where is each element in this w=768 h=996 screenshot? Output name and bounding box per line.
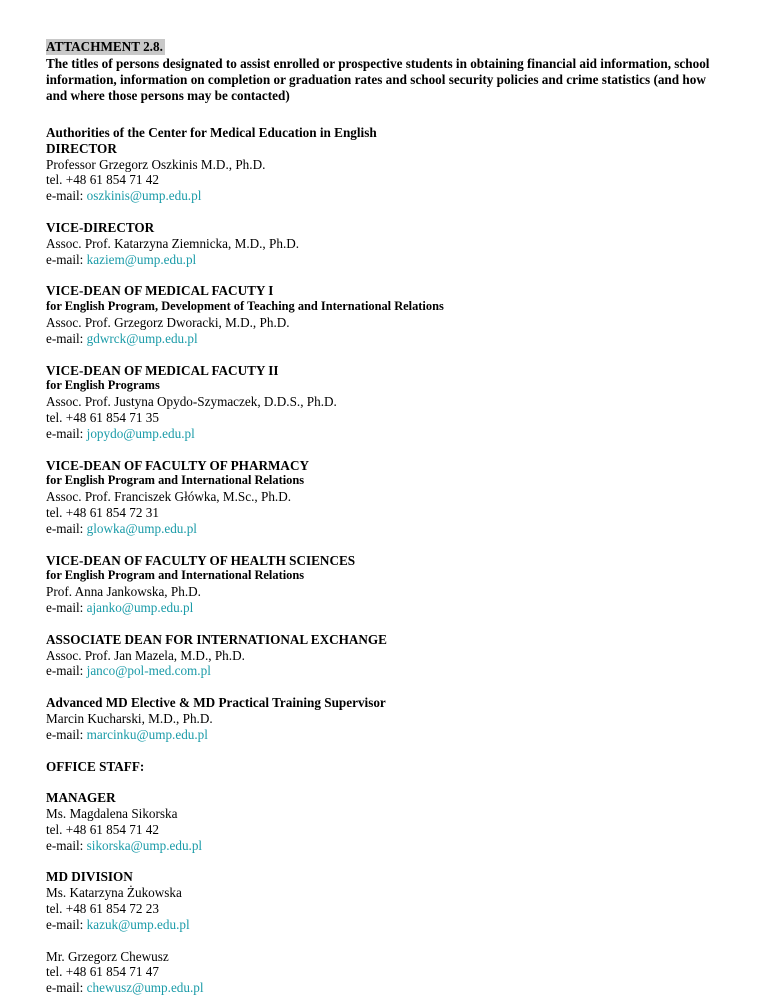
email-line: [46, 727, 722, 743]
contact-block: [46, 458, 722, 537]
email-line: [46, 917, 722, 933]
email-line: [46, 252, 722, 268]
person-name: Assoc. Prof. Jan Mazela, M.D., Ph.D.: [46, 647, 245, 663]
person-name: Mr. Grzegorz Chewusz: [46, 948, 169, 964]
block-heading: VICE-DEAN OF FACULTY OF HEALTH SCIENCES: [46, 552, 356, 568]
email-label: e-mail:: [46, 425, 87, 441]
person-name: Assoc. Prof. Justyna Opydo-Szymaczek, D.D.S., Ph.D.: [46, 394, 337, 410]
block-heading: MD DIVISION: [46, 869, 133, 885]
email-label: e-mail:: [46, 980, 87, 996]
email-link[interactable]: chewusz@ump.edu.pl: [86, 980, 204, 996]
email-line: [46, 188, 722, 204]
contact-block: [46, 553, 722, 616]
email-label: e-mail:: [46, 726, 87, 742]
contact-block: [46, 869, 722, 932]
person-name: Ms. Katarzyna Żukowska: [46, 885, 182, 901]
contact-block: [46, 363, 722, 442]
block-subheading: DIRECTOR: [46, 140, 117, 156]
email-link[interactable]: gdwrck@ump.edu.pl: [86, 330, 198, 346]
person-name: Prof. Anna Jankowska, Ph.D.: [46, 584, 201, 600]
email-link[interactable]: glowka@ump.edu.pl: [86, 520, 197, 536]
email-line: [46, 521, 722, 537]
email-label: e-mail:: [46, 837, 87, 853]
block-role: for English Program and International Relations: [46, 473, 305, 488]
contact-block: [46, 790, 722, 853]
contact-block: [46, 220, 722, 267]
block-heading: VICE-DEAN OF MEDICAL FACUTY II: [46, 362, 279, 378]
attachment-label: ATTACHMENT 2.8.: [46, 39, 163, 54]
block-heading: Authorities of the Center for Medical Education in English: [46, 125, 377, 140]
person-name: Ms. Magdalena Sikorska: [46, 806, 178, 822]
phone-number: tel. +48 61 854 72 31: [46, 504, 159, 520]
block-role: for English Program, Development of Teaching and International Relations: [46, 299, 444, 314]
email-line: [46, 426, 722, 442]
email-label: e-mail:: [46, 599, 87, 615]
email-label: e-mail:: [46, 916, 87, 932]
phone-number: tel. +48 61 854 71 47: [46, 964, 159, 980]
email-link[interactable]: oszkinis@ump.edu.pl: [86, 188, 202, 204]
email-link[interactable]: kazuk@ump.edu.pl: [86, 916, 190, 932]
block-heading: OFFICE STAFF:: [46, 758, 145, 774]
person-name: Marcin Kucharski, M.D., Ph.D.: [46, 710, 213, 726]
phone-number: tel. +48 61 854 72 23: [46, 901, 159, 917]
email-link[interactable]: janco@pol-med.com.pl: [86, 663, 211, 679]
phone-number: tel. +48 61 854 71 42: [46, 821, 159, 837]
email-link[interactable]: sikorska@ump.edu.pl: [86, 837, 203, 853]
email-label: e-mail:: [46, 663, 87, 679]
block-role: for English Program and International Relations: [46, 568, 305, 583]
person-name: Professor Grzegorz Oszkinis M.D., Ph.D.: [46, 156, 266, 172]
block-heading: VICE-DEAN OF MEDICAL FACUTY I: [46, 283, 274, 299]
block-role: for English Programs: [46, 378, 160, 393]
email-label: e-mail:: [46, 251, 87, 267]
block-heading: ASSOCIATE DEAN FOR INTERNATIONAL EXCHANGE: [46, 631, 387, 647]
person-name: Assoc. Prof. Grzegorz Dworacki, M.D., Ph.D.: [46, 314, 290, 330]
email-label: e-mail:: [46, 520, 87, 536]
block-heading: VICE-DIRECTOR: [46, 219, 155, 235]
intro-text: The titles of persons designated to assist enrolled or prospective students in obtaining financial aid information, school information, information on completion or graduation rates and school security policies and crime statistics (and how and where those persons may be contacted): [46, 56, 710, 103]
contact-block: [46, 125, 722, 204]
email-label: e-mail:: [46, 330, 87, 346]
phone-number: tel. +48 61 854 71 35: [46, 409, 159, 425]
contact-block: [46, 632, 722, 679]
contact-block: [46, 695, 722, 742]
person-name: Assoc. Prof. Katarzyna Ziemnicka, M.D., Ph.D.: [46, 235, 300, 251]
block-heading: VICE-DEAN OF FACULTY OF PHARMACY: [46, 457, 310, 473]
email-link[interactable]: kaziem@ump.edu.pl: [86, 251, 197, 267]
email-line: [46, 331, 722, 347]
email-line: [46, 600, 722, 616]
contact-block: [46, 283, 722, 346]
contact-block: [46, 759, 722, 775]
person-name: Assoc. Prof. Franciszek Główka, M.Sc., Ph.D.: [46, 489, 292, 505]
block-heading: MANAGER: [46, 790, 116, 806]
email-line: [46, 663, 722, 679]
email-link[interactable]: jopydo@ump.edu.pl: [86, 425, 195, 441]
contact-block: [46, 949, 722, 996]
phone-number: tel. +48 61 854 71 42: [46, 172, 159, 188]
email-line: [46, 838, 722, 854]
email-label: e-mail:: [46, 188, 87, 204]
email-link[interactable]: ajanko@ump.edu.pl: [86, 599, 194, 615]
email-link[interactable]: marcinku@ump.edu.pl: [86, 726, 208, 742]
contact-list: [46, 125, 722, 996]
block-heading: Advanced MD Elective & MD Practical Training Supervisor: [46, 695, 386, 711]
